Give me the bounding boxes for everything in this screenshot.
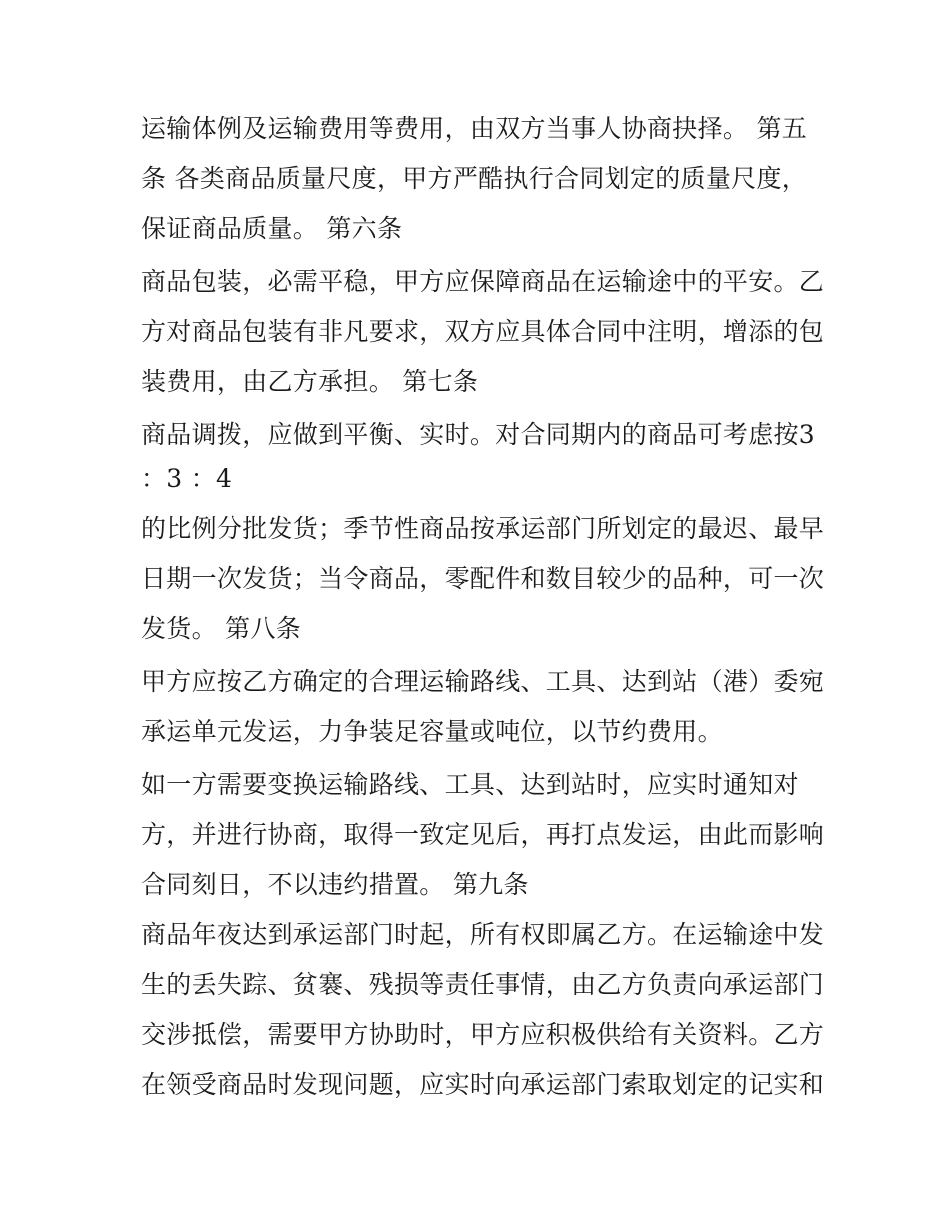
text-line: 的比例分批发货；季节性商品按承运部门所划定的最迟、最早 (141, 514, 825, 543)
text-line: 交涉抵偿，需要甲方协助时，甲方应积极供给有关资料。乙方 (141, 1020, 825, 1049)
text-line: 在领受商品时发现问题，应实时向承运部门索取划定的记实和 (141, 1070, 825, 1099)
text-line: 商品调拨，应做到平衡、实时。对合同期内的商品可考虑按3 (141, 420, 816, 449)
text-line: 方，并进行协商，取得一致定见后，再打点发运，由此而影响 (141, 820, 825, 849)
text-line: 如一方需要变换运输路线、工具、达到站时，应实时通知对 (141, 770, 799, 799)
text-line: 商品包装，必需平稳，甲方应保障商品在运输途中的平安。乙 (141, 267, 825, 296)
text-line: 运输体例及运输费用等费用，由双方当事人协商抉择。 第五 (141, 114, 808, 143)
text-line: 甲方应按乙方确定的合理运输路线、工具、达到站（港）委宛 (141, 667, 825, 696)
text-line: 装费用，由乙方承担。 第七条 (141, 367, 479, 396)
text-line: 承运单元发运，力争装足容量或吨位，以节约费用。 (141, 717, 723, 746)
text-line: 发货。 第八条 (141, 614, 302, 643)
text-line: 商品年夜达到承运部门时起，所有权即属乙方。在运输途中发 (141, 920, 825, 949)
text-line: 合同刻日，不以违约措置。 第九条 (141, 870, 529, 899)
text-line: 条 各类商品质量尺度，甲方严酷执行合同划定的质量尺度， (141, 164, 808, 193)
text-line: 生的丢失踪、贫褰、残损等责任事情，由乙方负责向承运部门 (141, 970, 825, 999)
text-line: 保证商品质量。 第六条 (141, 214, 403, 243)
text-line: 日期一次发货；当令商品，零配件和数目较少的品种，可一次 (141, 564, 825, 593)
text-line: ：3 ：4 (141, 464, 233, 493)
text-line: 方对商品包装有非凡要求，双方应具体合同中注明，增添的包 (141, 317, 825, 346)
